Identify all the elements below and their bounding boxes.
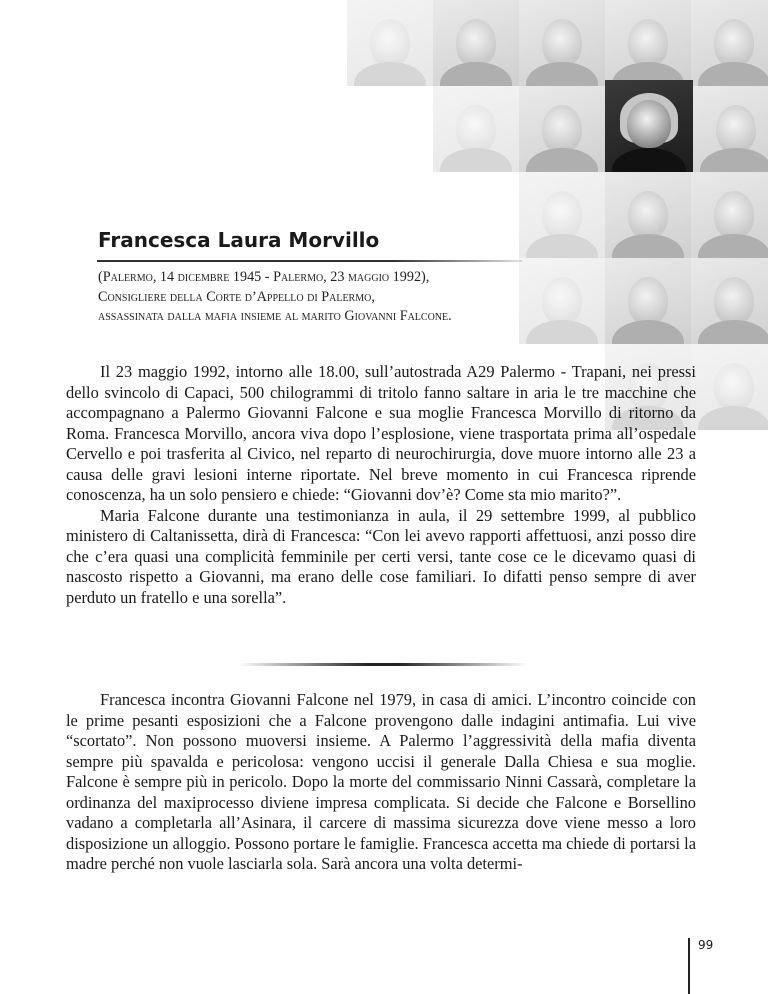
body-text-section-2 — [66, 690, 696, 875]
paragraph: Maria Falcone durante una testimonianza in aula, il 29 settembre 1999, al pubblico ministero di Caltanissetta, dirà di Francesca: “Con lei avevo rapporti affettuosi, anzi posso dire che c’era quasi una complicità femminile per certi versi, tante cose ce le dicevamo quasi di nascosto rispetto a Giovanni, ma erano delle cose familiari. Io difatti penso sempre di aver perduto un fratello e una sorella”. — [66, 505, 696, 607]
portrait-photo — [691, 344, 768, 430]
subtitle-line: assassinata dalla mafia insieme al marito Giovanni Falcone. — [98, 308, 452, 324]
subtitle-line: Consigliere della Corte d’Appello di Palermo, — [98, 288, 375, 305]
portrait-photo — [691, 172, 768, 258]
section-divider — [238, 663, 528, 666]
page-number: 99 — [698, 938, 714, 952]
paragraph: Il 23 maggio 1992, intorno alle 18.00, sull’autostrada A29 Palermo - Trapani, nei pressi dello svincolo di Capaci, 500 chilogrammi di tritolo fanno saltare in aria le tre macchine che accompagnano a Palermo Giovanni Falcone e sua moglie Francesca Morvillo di ritorno da Roma. Francesca Morvillo, ancora viva dopo l’esplosione, viene trasportata prima all’ospedale Cervello e poi trasferita al Civico, nel reparto di neurochirurgia, dove muore intorno alle 23 a causa delle gravi lesioni interne riportate. Nel breve momento in cui Francesca riprende conoscenza, ha un solo pensiero e chiede: “Giovanni dov’è? Come sta mio marito?”. — [66, 362, 696, 504]
portrait-photo — [605, 172, 691, 258]
article-title: Francesca Laura Morvillo — [98, 228, 380, 252]
portrait-photo — [691, 0, 768, 86]
portrait-photo — [347, 0, 433, 86]
portrait-photo — [433, 86, 519, 172]
subtitle-line: (Palermo, 14 dicembre 1945 - Palermo, 23 maggio 1992), — [98, 269, 430, 285]
biographical-subtitle — [98, 268, 598, 327]
portrait-photo — [519, 86, 605, 172]
page-number-rule — [688, 938, 690, 994]
paragraph: Francesca incontra Giovanni Falcone nel 1979, in casa di amici. L’incontro coincide con le prime pesanti esposizioni che a Falcone provengono dalle indagini antimafia. Lui vive “scortato”. Non possono muoversi insieme. A Palermo l’aggressività della mafia diventa sempre più spavalda e pericolosa: vengono uccisi il generale Dalla Chiesa e sua moglie. Falcone è sempre più in pericolo. Dopo la morte del commissario Ninni Cassarà, completare la ordinanza del maxiprocesso diviene impresa complicata. Si decide che Falcone e Borsellino vadano a completarla all’Asinara, il carcere di massima sicurezza dove viene messo a loro disposizione un alloggio. Possono portare le famiglie. Francesca accetta ma chiede di portarsi la madre perché non vuole lasciarla sola. Sarà ancora una volta determi- — [66, 690, 696, 873]
portrait-photo — [605, 0, 691, 86]
portrait-photo — [519, 172, 605, 258]
portrait-photo — [691, 258, 768, 344]
featured-portrait-photo — [605, 80, 693, 172]
portrait-photo — [519, 0, 605, 86]
title-underline — [97, 260, 522, 262]
portrait-photo — [605, 258, 691, 344]
portrait-photo — [693, 86, 768, 172]
portrait-photo — [433, 0, 519, 86]
body-text-section-1 — [66, 362, 696, 608]
